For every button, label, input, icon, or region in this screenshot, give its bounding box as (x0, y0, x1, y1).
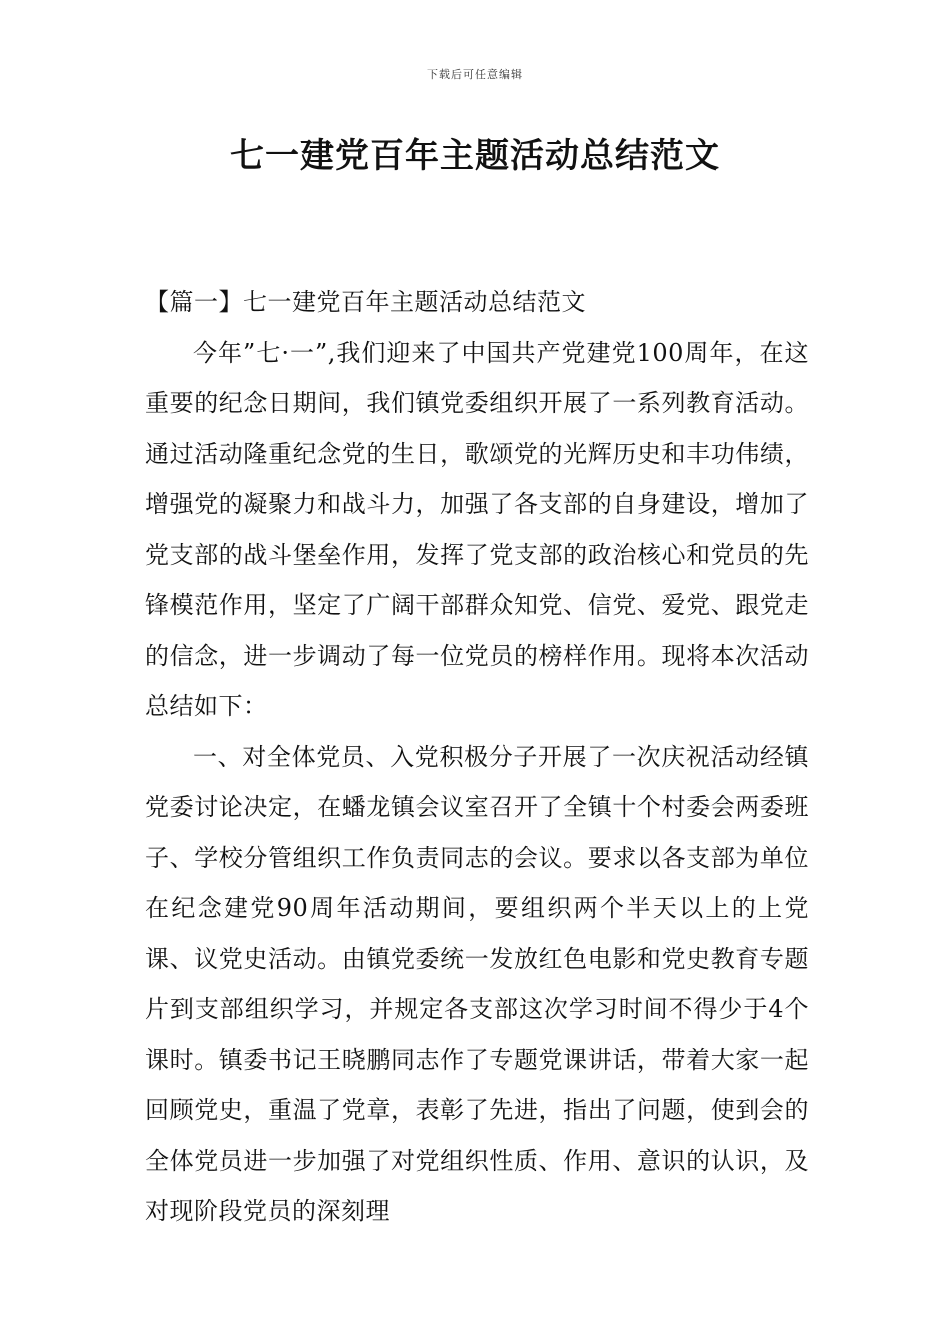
header-note: 下载后可任意编辑 (427, 68, 523, 81)
paragraph-activity-one: 一、对全体党员、入党积极分子开展了一次庆祝活动经镇党委讨论决定，在蟠龙镇会议室召开了全镇十个村委会两委班子、学校分管组织工作负责同志的会议。要求以各支部为单位在纪念建党90周年活动期间，要组织两个半天以上的上党课、议党史活动。由镇党委统一发放红色电影和党史教育专题片到支部组织学习，并规定各支部这次学习时间不得少于4个课时。镇委书记王晓鹏同志作了专题党课讲话，带着大家一起回顾党史，重温了党章，表彰了先进，指出了问题，使到会的全体党员进一步加强了对党组织性质、作用、意识的认识，及对现阶段党员的深刻理 (145, 742, 809, 1225)
document-title: 七一建党百年主题活动总结范文 (230, 136, 720, 176)
paragraph-intro: 今年”七·一”,我们迎来了中国共产党建党100周年，在这重要的纪念日期间，我们镇党委组织开展了一系列教育活动。通过活动隆重纪念党的生日，歌颂党的光辉历史和丰功伟绩，增强党的凝聚力和战斗力，加强了各支部的自身建设，增加了党支部的战斗堡垒作用，发挥了党支部的政治核心和党员的先锋模范作用，坚定了广阔干部群众知党、信党、爱党、跟党走的信念，进一步调动了每一位党员的榜样作用。现将本次活动总结如下： (145, 338, 809, 720)
document-body (145, 277, 809, 1237)
section-heading: 【篇一】七一建党百年主题活动总结范文 (145, 288, 586, 316)
